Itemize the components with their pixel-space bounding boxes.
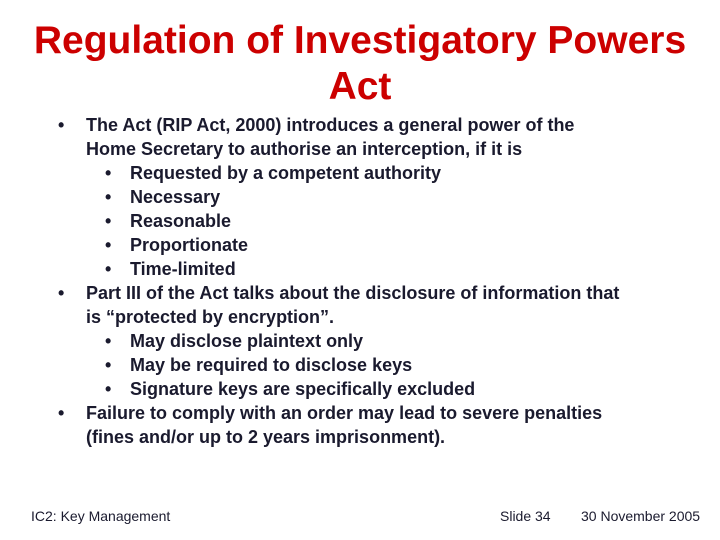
slide-title xyxy=(20,18,700,110)
sub-bullet-text: Requested by a competent authority xyxy=(130,163,442,183)
bullet-marker: • xyxy=(105,235,112,255)
sub-bullet-proportionate xyxy=(0,233,720,257)
bullet-marker: • xyxy=(58,283,65,303)
sub-bullet-reasonable xyxy=(0,209,720,233)
bullet-text: The Act (RIP Act, 2000) introduces a general power of the xyxy=(86,115,575,135)
bullet-text: (fines and/or up to 2 years imprisonment). xyxy=(86,427,446,447)
bullet-marker: • xyxy=(105,163,112,183)
bullet-marker: • xyxy=(105,355,112,375)
footer-slide-number: Slide 34 xyxy=(500,508,551,524)
sub-bullet-text: Proportionate xyxy=(130,235,249,255)
bullet-continuation xyxy=(0,425,720,449)
title-line-2: Act xyxy=(328,65,392,108)
sub-bullet-text: Reasonable xyxy=(130,211,232,231)
sub-bullet-text: May disclose plaintext only xyxy=(130,331,364,351)
bullet-part-iii xyxy=(0,281,720,305)
sub-bullet-plaintext xyxy=(0,329,720,353)
bullet-text: Failure to comply with an order may lead to severe penalties xyxy=(86,403,603,423)
bullet-text: Home Secretary to authorise an interception, if it is xyxy=(86,139,523,159)
bullet-marker: • xyxy=(105,331,112,351)
footer-date: 30 November 2005 xyxy=(581,508,701,524)
bullet-text: is “protected by encryption”. xyxy=(86,307,335,327)
sub-bullet-disclose-keys xyxy=(0,353,720,377)
sub-bullet-signature-keys xyxy=(0,377,720,401)
footer-course: IC2: Key Management xyxy=(31,508,171,524)
bullet-marker: • xyxy=(105,187,112,207)
sub-bullet-necessary xyxy=(0,185,720,209)
bullet-failure xyxy=(0,401,720,425)
sub-bullet-time-limited xyxy=(0,257,720,281)
bullet-text: Part III of the Act talks about the disclosure of information that xyxy=(86,283,620,303)
bullet-marker: • xyxy=(105,379,112,399)
slide-body xyxy=(0,113,720,449)
bullet-marker: • xyxy=(105,211,112,231)
bullet-marker: • xyxy=(58,115,65,135)
sub-bullet-text: Time-limited xyxy=(130,259,236,279)
bullet-marker: • xyxy=(58,403,65,423)
bullet-marker: • xyxy=(105,259,112,279)
title-line-1: Regulation of Investigatory Powers xyxy=(33,19,687,62)
bullet-continuation xyxy=(0,137,720,161)
sub-bullet-text: May be required to disclose keys xyxy=(130,355,413,375)
sub-bullet-text: Signature keys are specifically excluded xyxy=(130,379,476,399)
bullet-rip-act xyxy=(0,113,720,137)
sub-bullet-requested xyxy=(0,161,720,185)
sub-bullet-text: Necessary xyxy=(130,187,221,207)
bullet-continuation xyxy=(0,305,720,329)
